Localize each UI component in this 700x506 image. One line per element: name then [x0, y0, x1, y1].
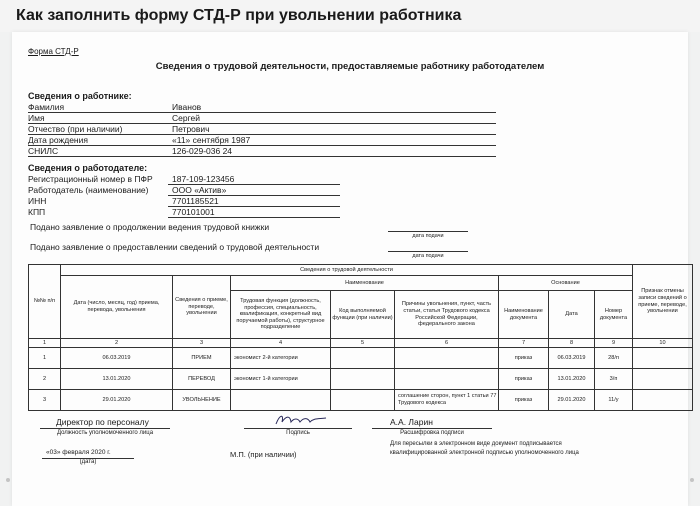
document-title: Сведения о трудовой деятельности, предоставляемые работнику работодателем [155, 61, 545, 72]
column-number: 9 [595, 339, 633, 348]
field-label-employer-name: Работодатель (наименование) [28, 185, 149, 195]
form-name: Форма СТД-Р [28, 47, 79, 56]
table-row [29, 390, 693, 411]
cell-num: 2 [29, 369, 61, 390]
header-cell-info: Сведения о приеме, переводе, увольнении [173, 276, 231, 339]
decorative-dot [690, 478, 694, 482]
position-line [40, 428, 170, 429]
field-value-snils: 126-029-036 24 [172, 146, 233, 156]
field-underline [28, 112, 496, 113]
employer-section-title: Сведения о работодателе: [28, 163, 148, 173]
name-caption: Расшифровка подписи [400, 430, 464, 436]
column-number: 8 [549, 339, 595, 348]
field-value-birthdate: «11» сентября 1987 [172, 135, 251, 145]
column-number: 6 [395, 339, 499, 348]
column-number: 3 [173, 339, 231, 348]
signature-line [244, 428, 352, 429]
field-value-employer-name: ООО «Актив» [172, 185, 227, 195]
field-label-kpp: КПП [28, 207, 46, 217]
statement-date-line [388, 251, 468, 252]
field-value-pfr-number: 187-109-123456 [172, 174, 235, 184]
header-cell-name-group: Наименование [231, 276, 499, 291]
table-row [29, 369, 693, 390]
field-label-surname: Фамилия [28, 102, 65, 112]
cell-doc-num: 28/п [595, 348, 633, 369]
cell-cancel [633, 369, 693, 390]
header-cell-basis-group: Основание [499, 276, 633, 291]
statement-provide-info: Подано заявление о предоставлении сведений о трудовой деятельности [30, 242, 320, 252]
cell-doc-date: 29.01.2020 [549, 390, 595, 411]
cell-doc-name: приказ [499, 390, 549, 411]
cell-info: ПЕРЕВОД [173, 369, 231, 390]
field-underline [28, 156, 496, 157]
cell-function: экономист 1-й категории [231, 369, 331, 390]
column-number: 1 [29, 339, 61, 348]
cell-doc-date: 13.01.2020 [549, 369, 595, 390]
column-number: 10 [633, 339, 693, 348]
header-cell-doc-name: Наименование документа [499, 291, 549, 339]
handwritten-signature [274, 412, 330, 428]
cell-code [331, 348, 395, 369]
header-cell-reasons: Причины увольнения, пункт, часть статьи, статья Трудового кодекса Российской Федерации, федерального закона [395, 291, 499, 339]
std-r-form-sheet [12, 32, 688, 506]
cell-reason [395, 348, 499, 369]
field-value-kpp: 770101001 [172, 207, 215, 217]
column-number-row [29, 339, 693, 348]
field-value-patronymic: Петрович [172, 124, 210, 134]
statement-continue-workbook: Подано заявление о продолжении ведения трудовой книжки [30, 222, 270, 232]
statement-date-line [388, 231, 468, 232]
cell-info: УВОЛЬНЕНИЕ [173, 390, 231, 411]
cell-num: 3 [29, 390, 61, 411]
article-header [0, 0, 700, 32]
cell-date: 06.03.2019 [61, 348, 173, 369]
cell-function: экономист 2-й категории [231, 348, 331, 369]
cell-info: ПРИЕМ [173, 348, 231, 369]
field-underline [168, 217, 340, 218]
column-number: 4 [231, 339, 331, 348]
table-row [29, 348, 693, 369]
cell-doc-name: приказ [499, 348, 549, 369]
field-underline [28, 145, 496, 146]
decorative-dot [6, 478, 10, 482]
header-cell-num: №№ п/п [29, 265, 61, 339]
statement-date-caption: дата подачи [412, 253, 444, 259]
column-number: 7 [499, 339, 549, 348]
header-cell-doc-num: Номер документа [595, 291, 633, 339]
header-cell-doc-date: Дата [549, 291, 595, 339]
column-number: 2 [61, 339, 173, 348]
signer-name: А.А. Ларин [390, 417, 433, 427]
cell-doc-num: 3/п [595, 369, 633, 390]
cell-doc-date: 06.03.2019 [549, 348, 595, 369]
field-label-birthdate: Дата рождения [28, 135, 88, 145]
field-label-name: Имя [28, 113, 45, 123]
field-label-inn: ИНН [28, 196, 47, 206]
cell-num: 1 [29, 348, 61, 369]
cell-doc-name: приказ [499, 369, 549, 390]
column-number: 5 [331, 339, 395, 348]
field-underline [28, 134, 496, 135]
header-cell-date: Дата (число, месяц, год) приема, перевода, увольнения [61, 276, 173, 339]
date-caption: (дата) [79, 459, 97, 465]
cell-date: 13.01.2020 [61, 369, 173, 390]
cell-cancel [633, 348, 693, 369]
sign-date: «03» февраля 2020 г. [46, 449, 111, 456]
esign-note-line1: Для пересылки в электронном виде документ подписывается [390, 441, 562, 447]
field-label-pfr-number: Регистрационный номер в ПФР [28, 174, 153, 184]
signer-position: Директор по персоналу [56, 417, 149, 427]
cell-reason [395, 369, 499, 390]
cell-reason: соглашение сторон, пункт 1 статьи 77 Трудового кодекса [395, 390, 499, 411]
field-label-patronymic: Отчество (при наличии) [28, 124, 123, 134]
cell-cancel [633, 390, 693, 411]
signature-caption: Подпись [286, 430, 310, 436]
cell-doc-num: 11/у [595, 390, 633, 411]
stamp-label: М.П. (при наличии) [230, 450, 297, 459]
labor-activity-table [28, 264, 693, 411]
statement-date-caption: дата подачи [412, 233, 444, 239]
article-title: Как заполнить форму СТД-Р при увольнении работника [16, 7, 462, 24]
field-value-name: Сергей [172, 113, 200, 123]
header-cell-function: Трудовая функция (должность, профессия, специальность, квалификация, конкретный вид поручаемой работы), структурное подразделение [231, 291, 331, 339]
header-cell-code: Код выполняемой функции (при наличии) [331, 291, 395, 339]
esign-note-line2: квалифицированной электронной подписью уполномоченного лица [390, 450, 579, 456]
field-value-inn: 7701185521 [172, 196, 219, 206]
cell-function [231, 390, 331, 411]
cell-code [331, 390, 395, 411]
header-cell-group: Сведения о трудовой деятельности [61, 265, 633, 276]
field-value-surname: Иванов [172, 102, 202, 112]
header-cell-cancel: Признак отмены записи сведений о приеме, переводе, увольнении [633, 265, 693, 339]
position-caption: Должность уполномоченного лица [56, 430, 154, 436]
cell-code [331, 369, 395, 390]
cell-date: 29.01.2020 [61, 390, 173, 411]
name-line [372, 428, 492, 429]
employee-section-title: Сведения о работнике: [28, 91, 132, 101]
field-label-snils: СНИЛС [28, 146, 59, 156]
